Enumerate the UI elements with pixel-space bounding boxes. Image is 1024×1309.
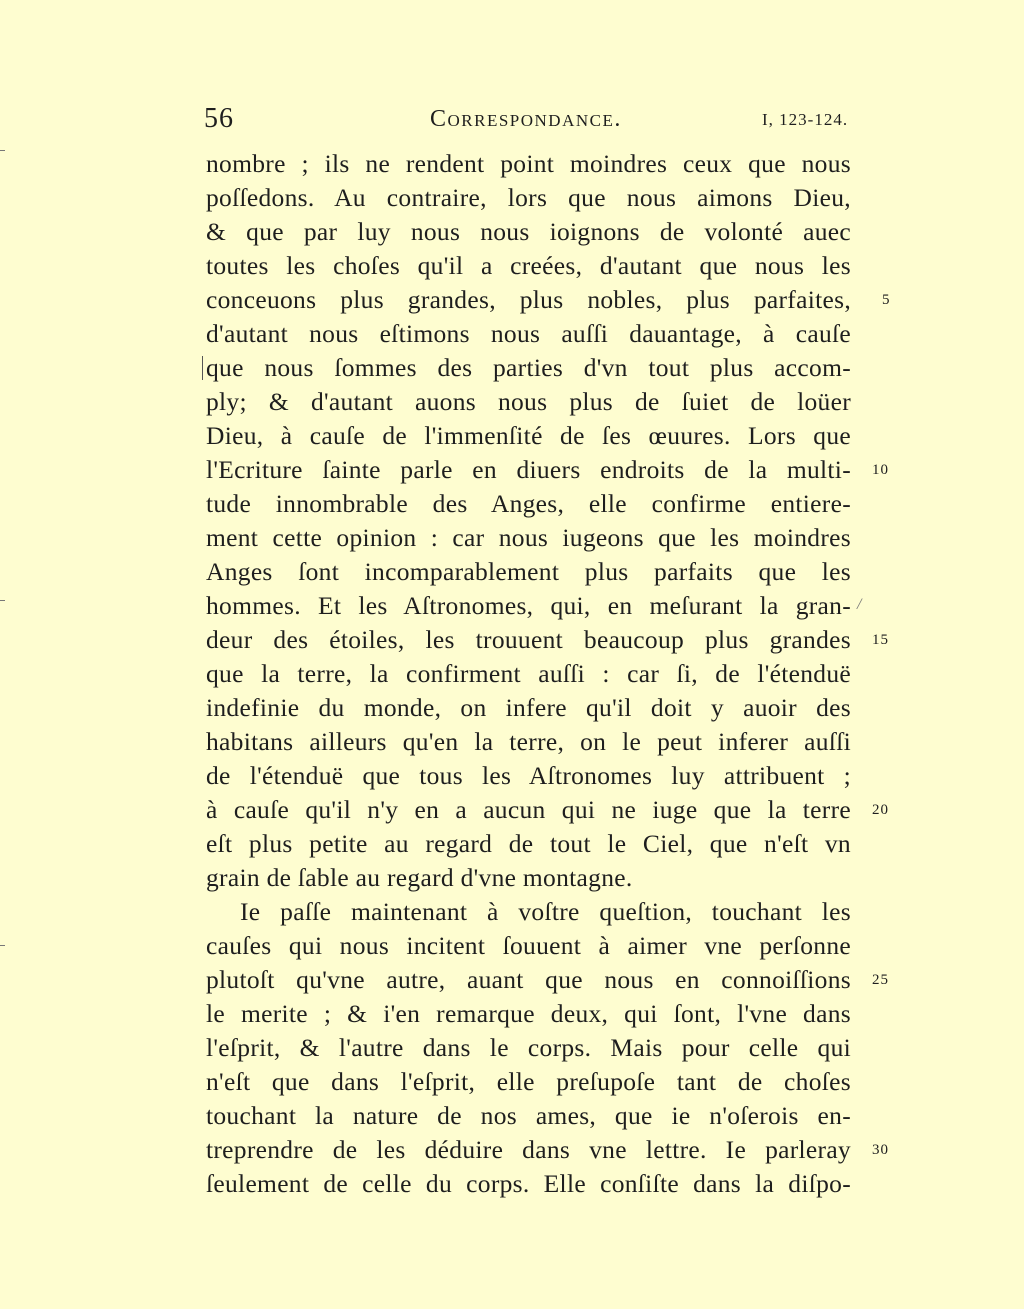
body-text [206,147,851,1201]
paragraph-start-line: Ie paſſe maintenant à voſtre queſtion, touchant les [240,897,851,926]
line-number: 25 [872,972,889,988]
text-line: treprendre de les déduire dans vne lettre. Ie parleray [206,1135,851,1164]
text-line: tude innombrable des Anges, elle confirme entiere- [206,489,851,518]
paragraph-end-line: grain de ſable au regard d'vne montagne. [206,863,633,892]
text-line: cauſes qui nous incitent ſouuent à aimer vne perſonne [206,931,851,960]
page-number: 56 [204,103,234,134]
text-line: & que par luy nous nous ioignons de volonté auec [206,217,851,246]
text-line: toutes les choſes qu'il a creées, d'autant que nous les [206,251,851,280]
text-line: ſeulement de celle du corps. Elle conſiſte dans la diſpo- [206,1169,851,1198]
text-line: à cauſe qu'il n'y en a aucun qui ne iuge que la terre [206,795,851,824]
edge-tick [0,150,5,151]
text-line: Dieu, à cauſe de l'immenſité de ſes œuures. Lors que [206,421,851,450]
text-line: ply; & d'autant auons nous plus de ſuiet de loüer [206,387,851,416]
margin-slash-mark: / [857,596,862,613]
line-number: 10 [872,462,889,478]
text-line: poſſedons. Au contraire, lors que nous aimons Dieu, [206,183,851,212]
line-number: 5 [882,292,891,308]
text-line: que la terre, la confirment auſſi : car ſi, de l'étenduë [206,659,851,688]
line-number: 30 [872,1142,889,1158]
text-line: hommes. Et les Aſtronomes, qui, en meſurant la gran- [206,591,851,620]
edge-tick [0,945,5,946]
text-line: plutoſt qu'vne autre, auant que nous en connoiſſions [206,965,851,994]
edge-tick [0,600,5,601]
header-title: Correspondance. [430,106,622,132]
text-line: touchant la nature de nos ames, que ie n'oſerois en- [206,1101,851,1130]
text-line: l'Ecriture ſainte parle en diuers endroits de la multi- [206,455,851,484]
text-line: deur des étoiles, les trouuent beaucoup plus grandes [206,625,851,654]
text-line: ment cette opinion : car nous iugeons que les moindres [206,523,851,552]
page-break-mark [202,356,203,380]
text-line: indefinie du monde, on infere qu'il doit y auoir des [206,693,851,722]
running-head [0,100,1024,140]
header-reference: I, 123-124. [762,110,849,129]
text-line: eſt plus petite au regard de tout le Ciel, que n'eſt vn [206,829,851,858]
line-number: 15 [872,632,889,648]
text-line: Anges ſont incomparablement plus parfaits que les [206,557,851,586]
text-line: de l'étenduë que tous les Aſtronomes luy attribuent ; [206,761,851,790]
text-line: que nous ſommes des parties d'vn tout plus accom- [206,353,851,382]
text-line: l'eſprit, & l'autre dans le corps. Mais pour celle qui [206,1033,851,1062]
text-line: conceuons plus grandes, plus nobles, plus parfaites, [206,285,851,314]
text-line: n'eſt que dans l'eſprit, elle preſupoſe tant de choſes [206,1067,851,1096]
text-line: le merite ; & i'en remarque deux, qui ſont, l'vne dans [206,999,851,1028]
text-line: nombre ; ils ne rendent point moindres ceux que nous [206,149,851,178]
line-number: 20 [872,802,889,818]
text-line: habitans ailleurs qu'en la terre, on le peut inferer auſſi [206,727,851,756]
text-line: d'autant nous eſtimons nous auſſi dauantage, à cauſe [206,319,851,348]
